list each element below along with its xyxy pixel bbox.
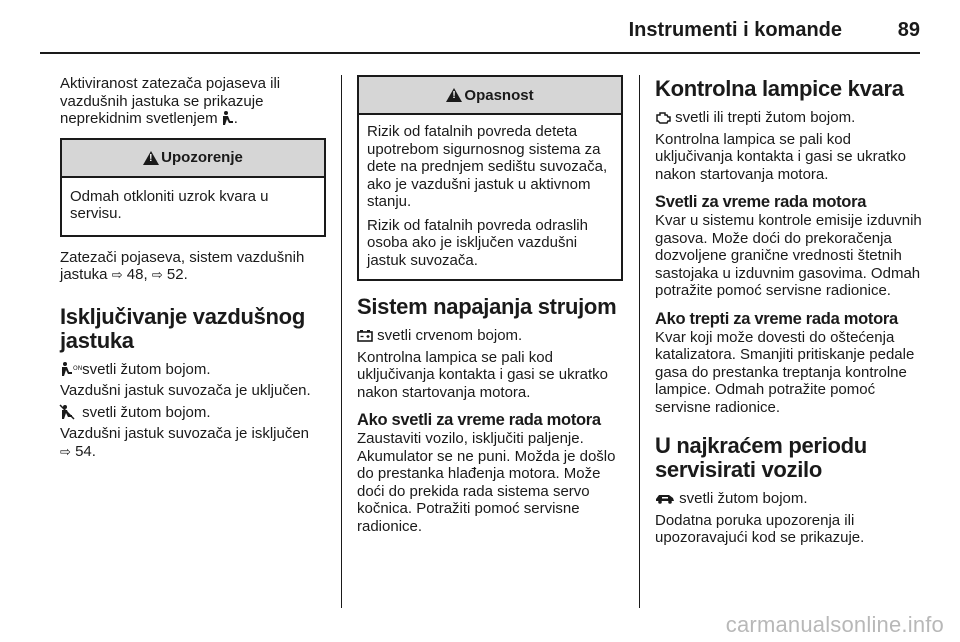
subheading-engine-running: Ako svetli za vreme rada motora xyxy=(357,411,601,429)
page-header xyxy=(0,0,960,62)
header-title: Instrumenti i komande xyxy=(628,19,842,41)
charging-paragraph: Kontrolna lampica se pali kod uključivanja kontakta i gasi se ukratko nakon startovanja motora. xyxy=(357,348,608,401)
danger-box xyxy=(357,75,623,281)
service-line: svetli žutom bojom. xyxy=(655,490,923,508)
service-paragraph: Dodatna poruka upozorenja ili upozoravajući kod se prikazuje. xyxy=(655,511,865,546)
airbag-on-line: ON svetli žutom bojom. xyxy=(60,361,326,379)
section-heading-malfunction: Kontrolna lampice kvara xyxy=(655,76,904,101)
svg-text:ON: ON xyxy=(73,364,83,372)
column-divider-2 xyxy=(639,75,640,608)
section-heading-airbag-off: Isključivanje vazdušnog jastuka xyxy=(60,303,305,353)
warning-box-title: Upozorenje xyxy=(161,149,243,166)
column-divider-1 xyxy=(341,75,342,608)
warning-triangle-icon xyxy=(143,151,159,165)
battery-line: svetli crvenom bojom. xyxy=(357,327,623,345)
page-ref-3[interactable]: 54. xyxy=(75,442,96,460)
warning-triangle-icon xyxy=(446,88,462,102)
warning-box xyxy=(60,138,326,237)
page-ref-arrow-icon: ⇨ xyxy=(60,444,71,460)
airbag-off-line: svetli žutom bojom. xyxy=(60,404,326,422)
airbag-on-icon xyxy=(60,362,83,376)
page-number: 89 xyxy=(897,19,920,41)
car-wrench-icon xyxy=(655,492,675,504)
subheading-flashes-engine-running: Ako trepti za vreme rada motora xyxy=(655,309,898,328)
engine-check-line: svetli ili trepti žutom bojom. xyxy=(655,109,923,127)
seat-person-icon xyxy=(222,111,234,125)
danger-box-header xyxy=(359,77,621,115)
malfunction-paragraph: Kontrolna lampica se pali kod uključivanja kontakta i gasi se ukratko nakon startovanja motora. xyxy=(655,130,906,183)
page-ref-arrow-icon: ⇨ xyxy=(151,268,163,283)
airbag-on-text: Vazdušni jastuk suvozača je uključen. xyxy=(60,382,311,399)
page-ref-1[interactable]: 48 xyxy=(126,266,144,283)
column-2 xyxy=(357,75,623,539)
danger-box-text-1: Rizik od fatalnih povreda deteta upotrebom sigurnosnog sistema za dete na prednjem sedištu suvozača, ako je vazdušni jastuk u aktivnom stanju. xyxy=(367,123,608,210)
warning-box-text: Odmah otkloniti uzrok kvara u servisu. xyxy=(70,187,269,222)
column-1 xyxy=(60,75,326,465)
page-ref-2[interactable]: 52 xyxy=(166,266,184,283)
flashes-engine-running-paragraph: Kvar koji može dovesti do oštećenja katalizatora. Smanjiti pritiskanje pedale gasa do prestanka treptanja kontrolne lampice. Odmah potražite pomoć servisne radionice. xyxy=(655,328,915,416)
section-heading-charging: Sistem napajanja strujom xyxy=(357,294,617,319)
section-heading-service-soon: U najkraćem periodu servisirati vozilo xyxy=(655,433,867,482)
page-ref-arrow-icon: ⇨ xyxy=(111,268,123,283)
warning-box-header xyxy=(62,140,324,178)
danger-box-text-2: Rizik od fatalnih povreda odraslih osoba ako je isključen vazdušni jastuk suvozača. xyxy=(367,216,588,269)
airbag-off-icon xyxy=(60,405,78,419)
header-rule xyxy=(40,52,920,54)
watermark: carmanualsonline.info xyxy=(725,612,944,637)
engine-check-icon xyxy=(655,111,671,124)
intro-paragraph: Aktiviranost zatezača pojaseva ili vazdušnih jastuka se prikazuje neprekidnim svetlenjem . xyxy=(60,75,281,127)
engine-running-paragraph: Zaustaviti vozilo, isključiti paljenje. Akumulator se ne puni. Možda je došlo do prestanka hlađenja motora. Može doći do prekida rada sistema servo kočnica. Potražiti pomoć servisne radionice. xyxy=(357,430,616,535)
column-3 xyxy=(655,75,923,551)
danger-box-title: Opasnost xyxy=(464,86,534,104)
subheading-lights-engine-running: Svetli za vreme rada motora xyxy=(655,193,867,211)
battery-icon xyxy=(357,329,373,342)
lights-engine-running-paragraph: Kvar u sistemu kontrole emisije izduvnih gasova. Može doći do prekoračenja dozvoljene granične vrednosti štetnih sastojaka u izduvnim gasovima. Odmah potražite pomoć servisne radionice. xyxy=(655,212,922,299)
airbag-off-text: Vazdušni jastuk suvozača je isključen ⇨ 54. xyxy=(60,425,310,460)
reference-paragraph: Zatezači pojaseva, sistem vazdušnih jastuka ⇨ 48, ⇨ 52. xyxy=(60,248,305,283)
